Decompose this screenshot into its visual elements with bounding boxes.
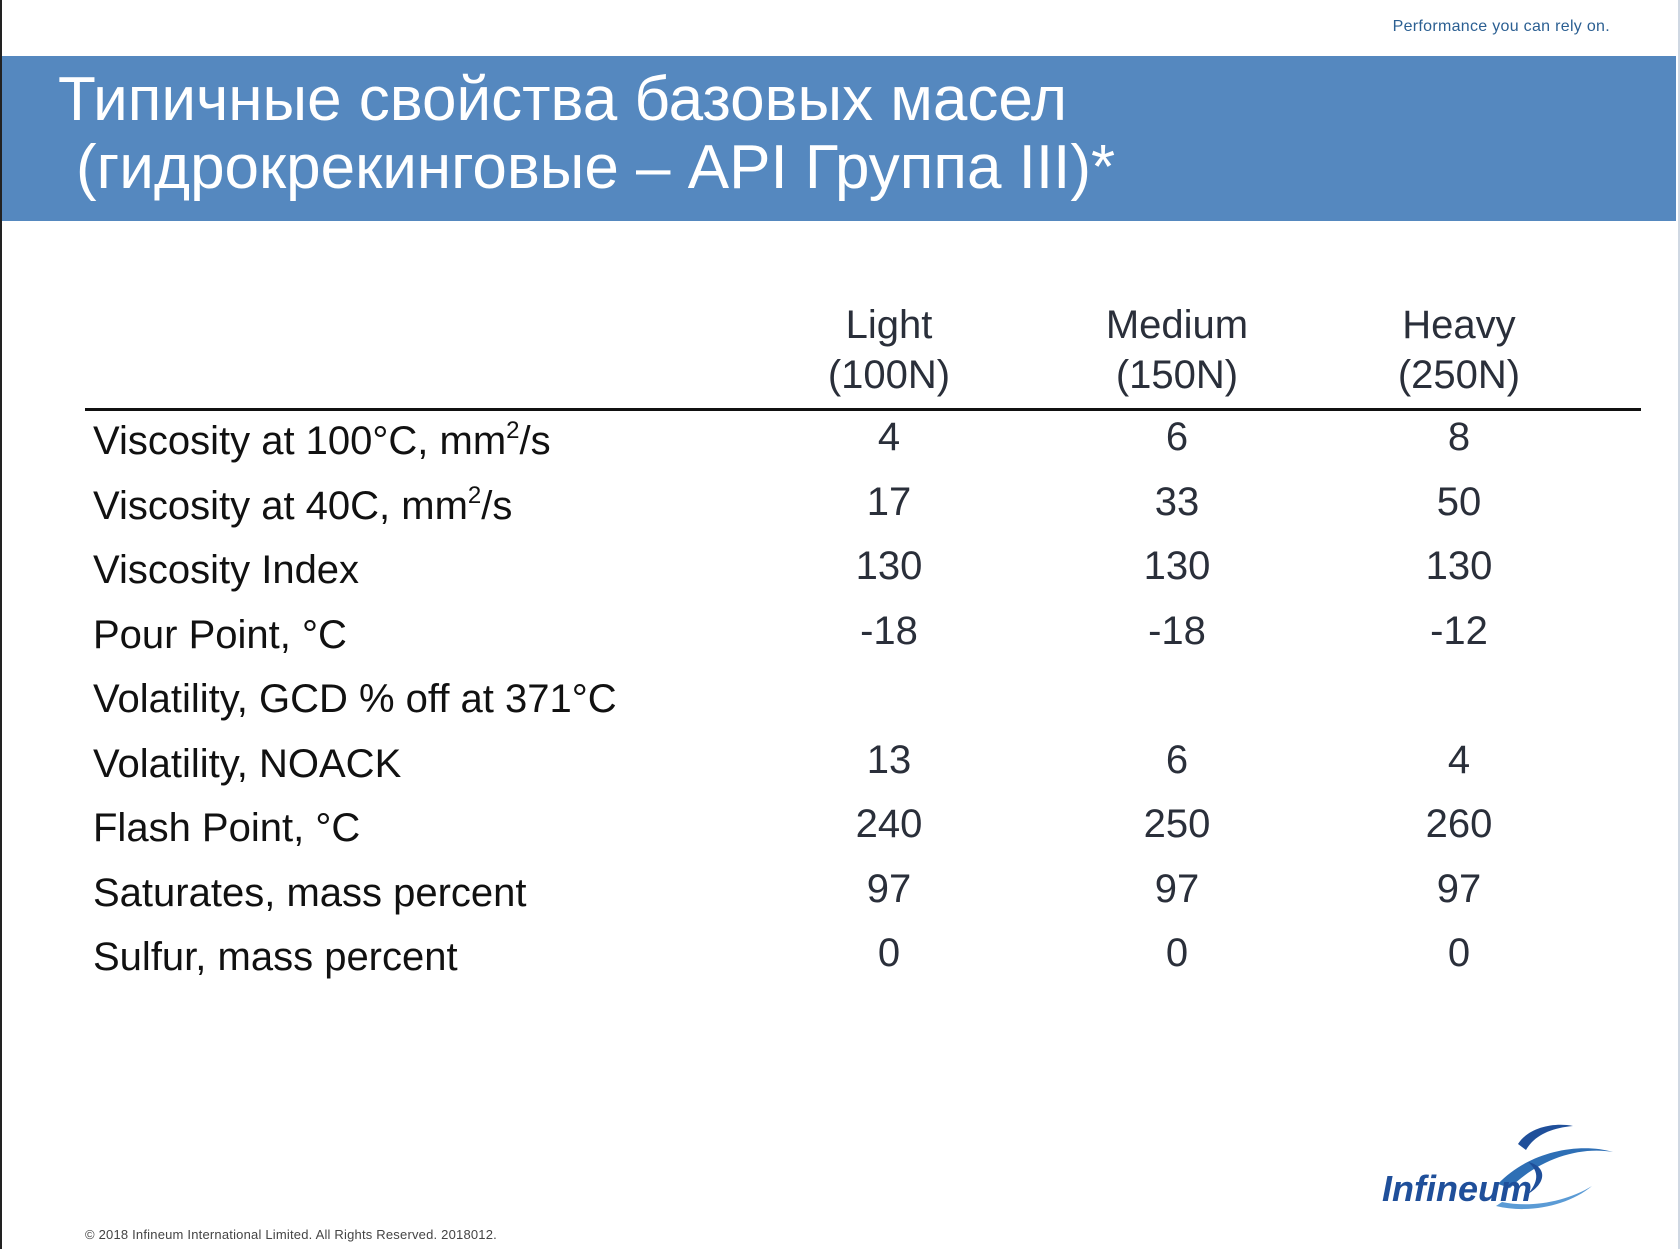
cell-medium: 250: [1143, 802, 1211, 846]
cell-heavy: -12: [1430, 608, 1488, 653]
column-grade: (100N): [827, 353, 951, 397]
slide-title: [58, 66, 1115, 202]
table-row: [85, 863, 1641, 928]
cell-heavy: 260: [1425, 802, 1493, 846]
table-row: [85, 411, 1641, 476]
slide-title-line2: (гидрокрекинговые – API Группа III)*: [76, 133, 1116, 202]
column-name: Heavy: [1402, 303, 1516, 347]
column-header-light: [769, 300, 1009, 400]
row-label: Viscosity at 100°C, $mm^2/s$: [93, 417, 551, 463]
column-header-medium: [1057, 300, 1297, 400]
cell-light: -18: [860, 608, 918, 653]
table-row: [85, 605, 1641, 670]
column-name: Medium: [1105, 303, 1249, 347]
table-row: [85, 734, 1641, 799]
tagline: Performance you can rely on.: [1392, 18, 1610, 35]
cell-heavy: 0: [1447, 931, 1471, 975]
column-name: Light: [845, 303, 933, 347]
row-label: Pour Point, °C: [93, 612, 347, 657]
logo-wordmark: Infineum: [1382, 1168, 1532, 1209]
cell-medium: 6: [1165, 415, 1189, 459]
slide-title-line1: Типичные свойства базовых масел: [58, 65, 1068, 134]
column-grade: (250N): [1397, 353, 1521, 397]
properties-table: [85, 300, 1641, 992]
copyright-notice: © 2018 Infineum International Limited. All Rights Reserved. 2018012.: [85, 1227, 497, 1242]
column-grade: (150N): [1115, 353, 1239, 397]
row-label: Viscosity at 40C, $mm^2/s$: [93, 481, 513, 528]
table-row: [85, 798, 1641, 863]
cell-medium: 33: [1154, 479, 1200, 524]
cell-medium: 130: [1143, 544, 1211, 588]
table-header: [85, 300, 1641, 411]
cell-light: 17: [866, 479, 912, 524]
table-row: [85, 540, 1641, 605]
table-row: [85, 927, 1641, 992]
column-header-heavy: [1339, 300, 1579, 400]
cell-heavy: 4: [1447, 737, 1471, 782]
cell-light: 13: [866, 737, 912, 782]
cell-medium: 0: [1165, 931, 1189, 975]
title-banner: [2, 56, 1676, 221]
row-label: Volatility, GCD % off at 371°C: [93, 677, 617, 721]
cell-medium: -18: [1148, 608, 1206, 653]
table-row: [85, 476, 1641, 541]
cell-light: 130: [855, 544, 923, 588]
row-label: Sulfur, mass percent: [93, 935, 458, 979]
cell-light: 240: [855, 802, 923, 846]
row-label: Viscosity Index: [93, 548, 360, 592]
infineum-logo: [1378, 1122, 1618, 1218]
row-label: Saturates, mass percent: [93, 870, 527, 915]
row-label: Flash Point, °C: [93, 806, 361, 850]
cell-heavy: 50: [1436, 479, 1482, 524]
cell-light: 4: [877, 415, 901, 459]
table-row: [85, 669, 1641, 734]
cell-heavy: 8: [1447, 415, 1471, 459]
cell-light: 97: [866, 866, 912, 911]
cell-heavy: 97: [1436, 866, 1482, 911]
cell-medium: 6: [1165, 737, 1189, 782]
row-label: Volatility, NOACK: [93, 741, 402, 786]
cell-medium: 97: [1154, 866, 1200, 911]
cell-heavy: 130: [1425, 544, 1493, 588]
cell-light: 0: [877, 931, 901, 975]
